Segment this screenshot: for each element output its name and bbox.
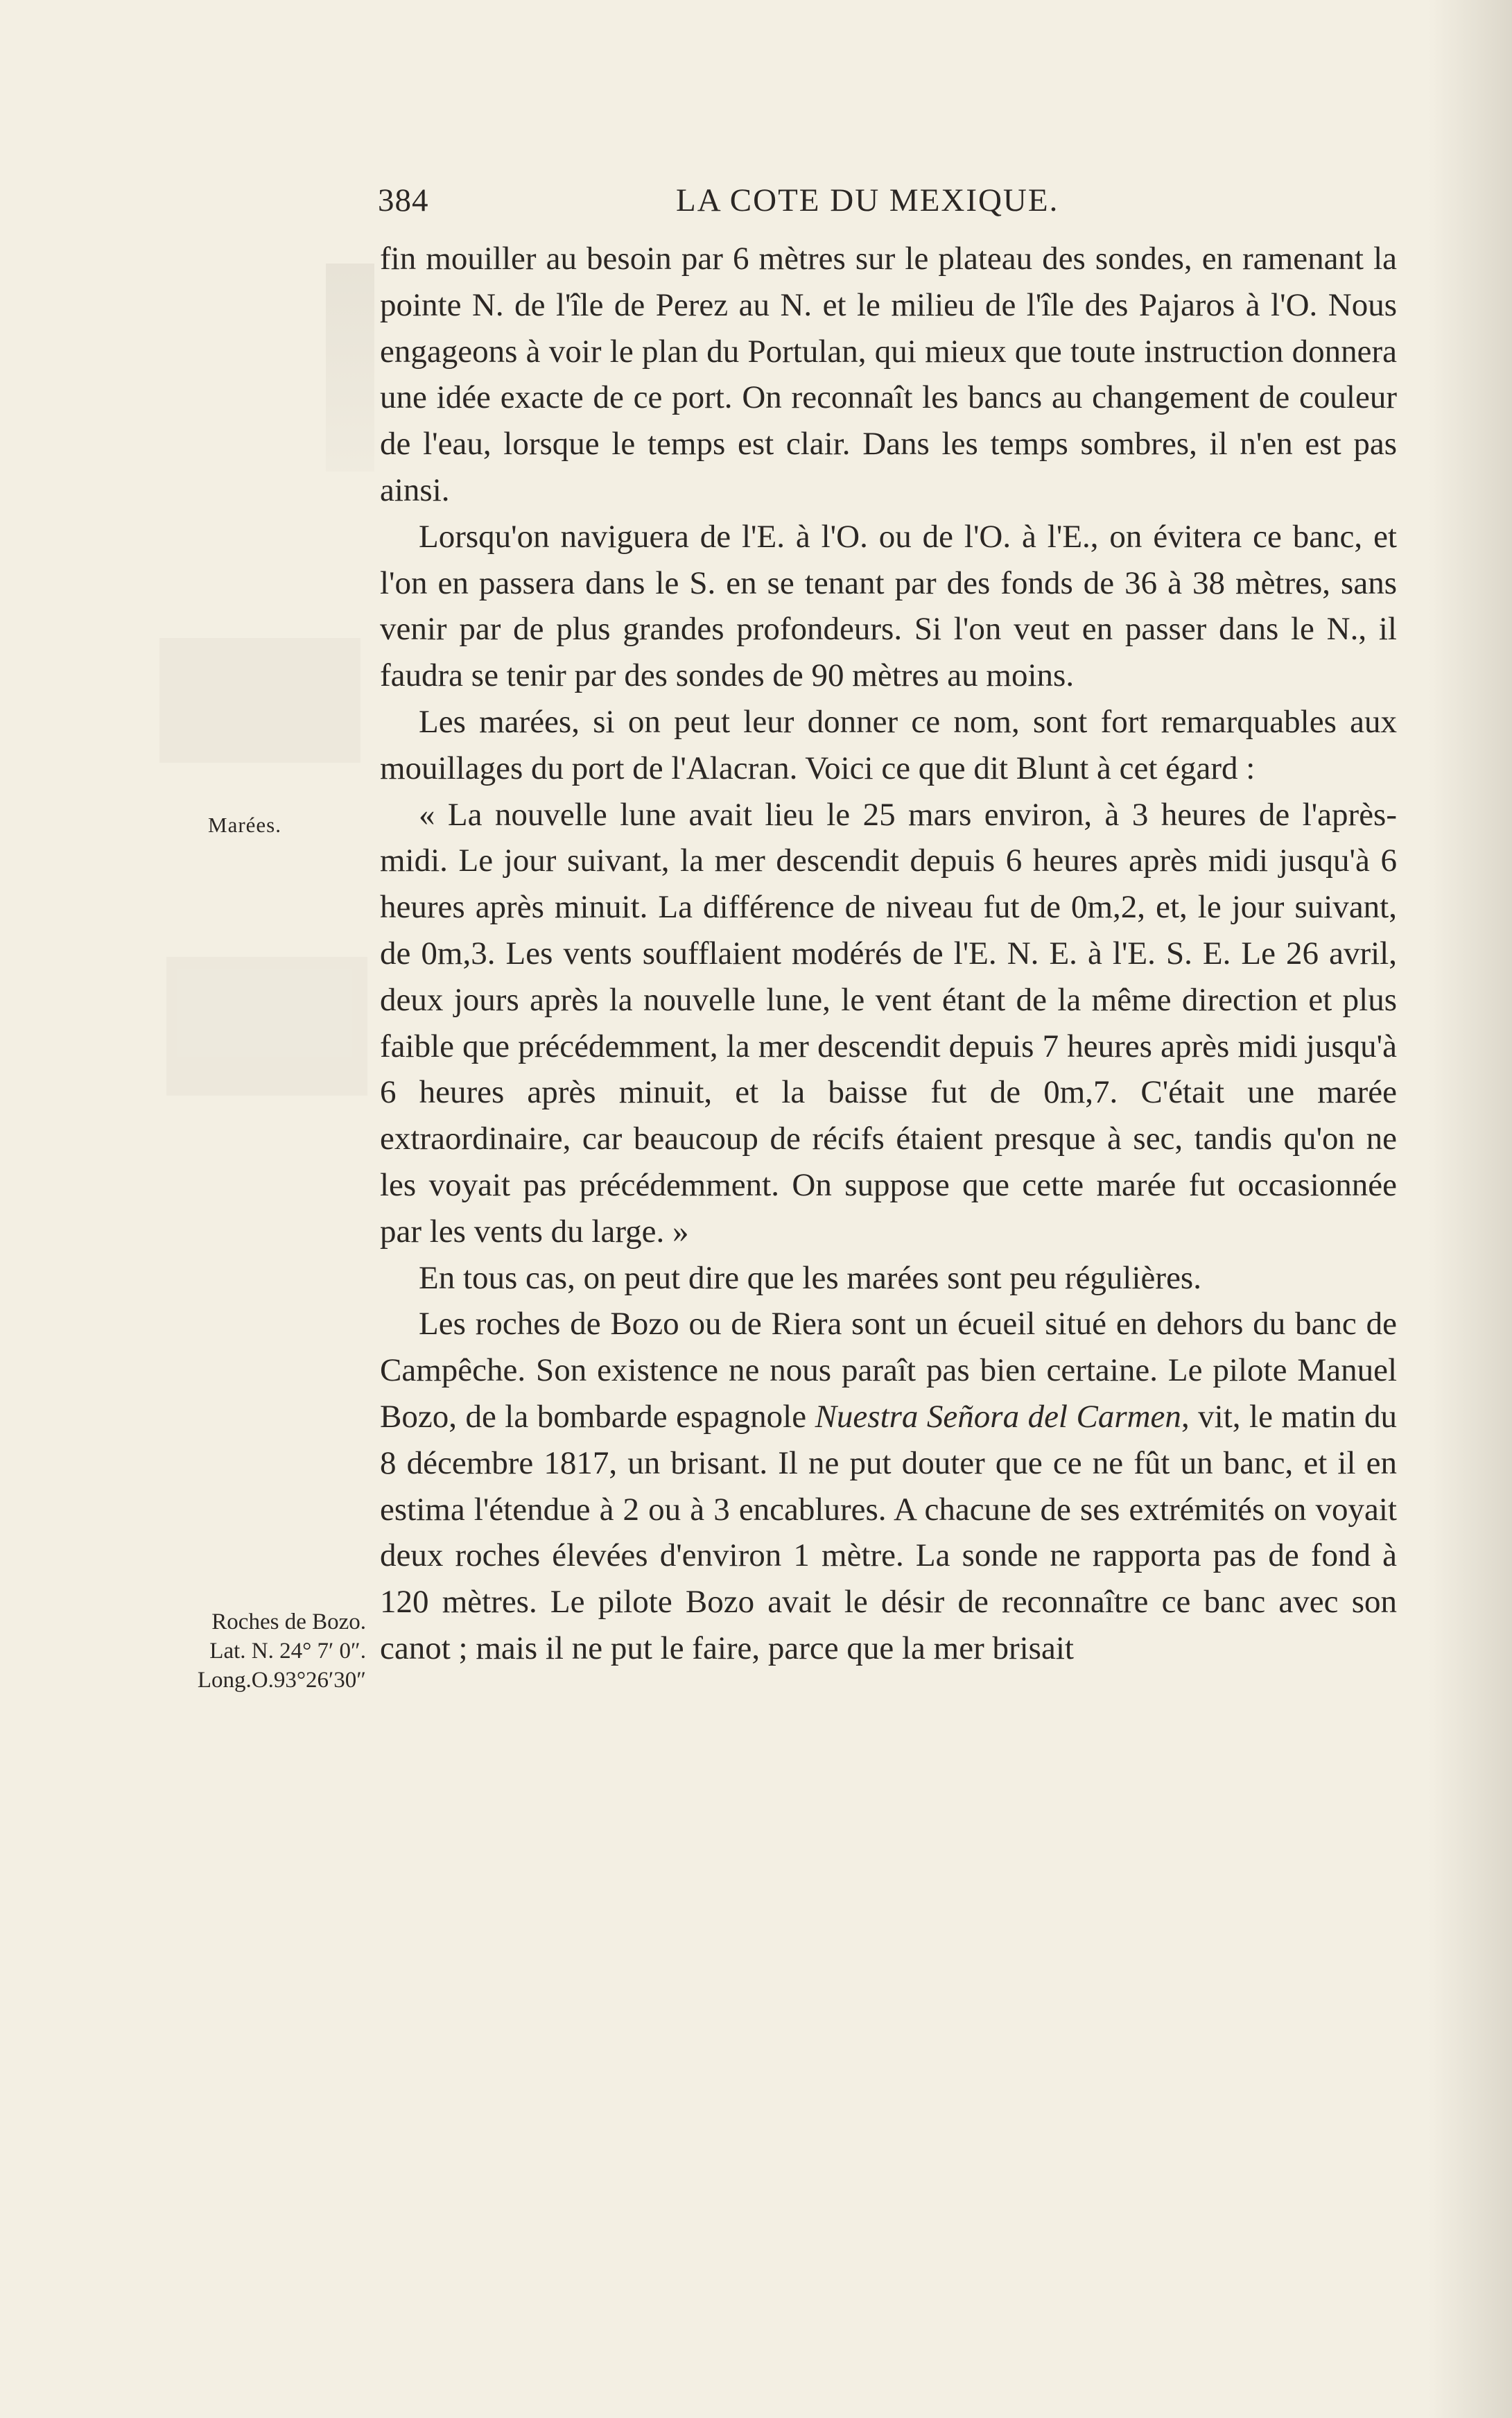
paragraph-roches-de-bozo xyxy=(380,1301,1397,1671)
margin-note-roches-title: Roches de Bozo. xyxy=(211,1609,366,1634)
paragraph-roches-text-a: Les roches de Bozo ou de Riera sont un écueil situé en dehors du banc de Campêche. Son existence ne nous paraît pas bien certaine. Le pilote Manuel Bozo, de la bombarde espagnole xyxy=(380,1306,1397,1435)
margin-note-marees: Marées. xyxy=(208,813,281,837)
show-through-mark xyxy=(166,957,367,1096)
show-through-mark xyxy=(159,638,360,763)
body-text xyxy=(380,236,1397,1672)
paragraph-blunt-quote: « La nouvelle lune avait lieu le 25 mars environ, à 3 heures de l'après-midi. Le jour suivant, la mer descendit depuis 6 heures après midi jusqu'à 6 heures après minuit. La différence de niveau fut de 0m,2, et, le jour suivant, de 0m,3. Les vents soufflaient modérés de l'E. N. E. à l'E. S. E. Le 26 avril, deux jours après la nouvelle lune, le vent étant de la même direction et plus faible que précédemment, la mer descendit depuis 7 heures après midi jusqu'à 6 heures après minuit, et la baisse fut de 0m,7. C'était une marée extraordinaire, car beaucoup de récifs étaient presque à sec, tandis qu'on ne les voyait pas précédemment. On suppose que cette marée fut occasionnée par les vents du large. » xyxy=(380,796,1397,1250)
page-edge-shadow xyxy=(1429,0,1512,2418)
paragraph-roches-text-b: , vit, le matin du 8 décembre 1817, un brisant. Il ne put douter que ce ne fût un banc, et il en estima l'étendue à 2 ou à 3 encablures. A chacune de ses extrémités on voyait deux roches élevées d'environ 1 mètre. La sonde ne rapporta pas de fond à 120 mètres. Le pilote Bozo avait le désir de reconnaître ce banc avec son canot ; mais il ne put le faire, parce que la mer brisait xyxy=(380,1398,1397,1666)
margin-note-latitude: Lat. N. 24° 7′ 0″. xyxy=(209,1639,366,1664)
running-head xyxy=(378,182,1397,223)
ship-name: Nuestra Señora del Carmen xyxy=(815,1398,1181,1435)
margin-note-longitude: Long.O.93°26′30″ xyxy=(197,1668,366,1693)
margin-note-roches-de-bozo xyxy=(158,1607,366,1695)
show-through-mark xyxy=(326,264,374,472)
paragraph-navigation-route: Lorsqu'on naviguera de l'E. à l'O. ou de l'O. à l'E., on évitera ce banc, et l'on en passera dans le S. en se tenant par des fonds de 36 à 38 mètres, sans venir par de plus grandes profondeurs. Si l'on veut en passer dans le N., il faudra se tenir par des sondes de 90 mètres au moins. xyxy=(380,518,1397,694)
paragraph-tides-conclusion: En tous cas, on peut dire que les marées sont peu régulières. xyxy=(419,1259,1201,1296)
page-number: 384 xyxy=(378,182,429,218)
paragraph-perez-anchorage: fin mouiller au besoin par 6 mètres sur le plateau des sondes, en ramenant la pointe N. de l'île de Perez au N. et le milieu de l'île des Pajaros à l'O. Nous engageons à voir le plan du Portulan, qui mieux que toute instruction donnera une idée exacte de ce port. On reconnaît les bancs au changement de couleur de l'eau, lorsque le temps est clair. Dans les temps sombres, il n'en est pas ainsi. xyxy=(380,241,1397,508)
paragraph-tides-intro: Les marées, si on peut leur donner ce nom, sont fort remarquables aux mouillages du port de l'Alacran. Voici ce que dit Blunt à cet égard : xyxy=(380,703,1397,786)
running-title: LA COTE DU MEXIQUE. xyxy=(676,182,1059,218)
